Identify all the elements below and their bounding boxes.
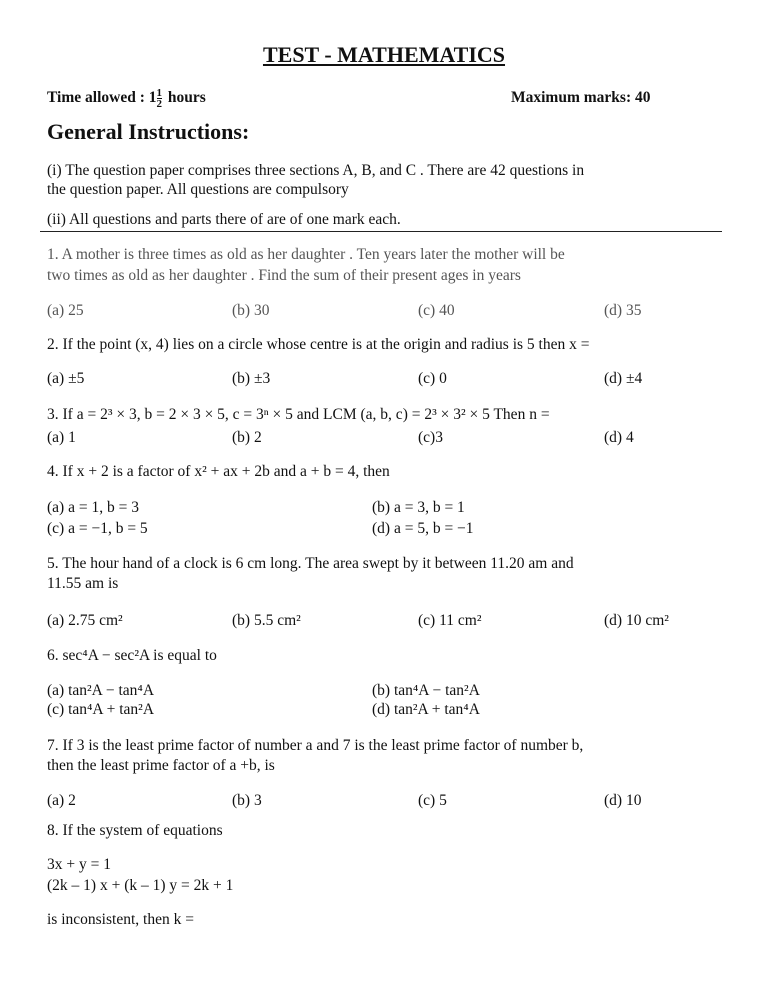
option: (d) 4 bbox=[604, 429, 634, 446]
question-5: 11.55 am is bbox=[47, 575, 119, 592]
instructions-heading: General Instructions: bbox=[47, 119, 250, 144]
question-1: 1. A mother is three times as old as her daughter . Ten years later the mother will be bbox=[47, 246, 565, 263]
option: (a) 1 bbox=[47, 429, 76, 446]
option: (b) a = 3, b = 1 bbox=[372, 499, 465, 516]
option: (b) 2 bbox=[232, 429, 262, 446]
question-7: then the least prime factor of a +b, is bbox=[47, 757, 275, 774]
option: (a) 2 bbox=[47, 792, 76, 809]
question-4: 4. If x + 2 is a factor of x² + ax + 2b and a + b = 4, then bbox=[47, 463, 390, 480]
max-marks: Maximum marks: 40 bbox=[511, 89, 651, 106]
option: (b) 5.5 cm² bbox=[232, 612, 301, 629]
option: (d) 10 cm² bbox=[604, 612, 669, 629]
question-1: two times as old as her daughter . Find the sum of their present ages in years bbox=[47, 267, 521, 284]
question-8: is inconsistent, then k = bbox=[47, 911, 194, 928]
option: (a) 25 bbox=[47, 302, 84, 319]
option: (b) 30 bbox=[232, 302, 270, 319]
option: (b) ±3 bbox=[232, 370, 271, 387]
question-2: 2. If the point (x, 4) lies on a circle whose centre is at the origin and radius is 5 then x = bbox=[47, 336, 590, 353]
option: (d) 10 bbox=[604, 792, 642, 809]
option: (c) 40 bbox=[418, 302, 455, 319]
question-5: 5. The hour hand of a clock is 6 cm long. The area swept by it between 11.20 am and bbox=[47, 555, 574, 572]
option: (d) 35 bbox=[604, 302, 642, 319]
instruction-line: the question paper. All questions are compulsory bbox=[47, 181, 349, 198]
option: (a) a = 1, b = 3 bbox=[47, 499, 139, 516]
option: (a) ±5 bbox=[47, 370, 85, 387]
option: (c) tan⁴A + tan²A bbox=[47, 701, 155, 718]
option: (d) a = 5, b = −1 bbox=[372, 520, 474, 537]
option: (a) 2.75 cm² bbox=[47, 612, 123, 629]
option: (b) 3 bbox=[232, 792, 262, 809]
option: (d) ±4 bbox=[604, 370, 643, 387]
option: (c)3 bbox=[418, 429, 443, 446]
equation: 3x + y = 1 bbox=[47, 856, 111, 873]
instruction-line: (i) The question paper comprises three sections A, B, and C . There are 42 questions in bbox=[47, 162, 585, 179]
option: (d) tan²A + tan⁴A bbox=[372, 701, 480, 718]
time-label: Time allowed : 1 bbox=[47, 89, 157, 107]
question-3: 3. If a = 2³ × 3, b = 2 × 3 × 5, c = 3ⁿ × 5 and LCM (a, b, c) = 2³ × 3² × 5 Then n = bbox=[47, 406, 550, 423]
page-title: TEST - MATHEMATICS bbox=[262, 42, 506, 67]
question-8: 8. If the system of equations bbox=[47, 822, 223, 839]
equation: (2k – 1) x + (k – 1) y = 2k + 1 bbox=[47, 877, 234, 894]
fraction: $\frac{1}{2}$ bbox=[156, 87, 162, 110]
option: (c) 5 bbox=[418, 792, 447, 809]
option: (b) tan⁴A − tan²A bbox=[372, 682, 480, 699]
option: (c) a = −1, b = 5 bbox=[47, 520, 148, 537]
instruction-line: (ii) All questions and parts there of are of one mark each. bbox=[47, 211, 401, 228]
question-6: 6. sec⁴A − sec²A is equal to bbox=[47, 647, 217, 664]
question-7: 7. If 3 is the least prime factor of number a and 7 is the least prime factor of number b, bbox=[47, 737, 584, 754]
time-allowed bbox=[47, 88, 206, 109]
divider bbox=[40, 231, 722, 232]
option: (a) tan²A − tan⁴A bbox=[47, 682, 155, 699]
option: (c) 0 bbox=[418, 370, 447, 387]
option: (c) 11 cm² bbox=[418, 612, 482, 629]
time-unit: hours bbox=[167, 89, 206, 107]
